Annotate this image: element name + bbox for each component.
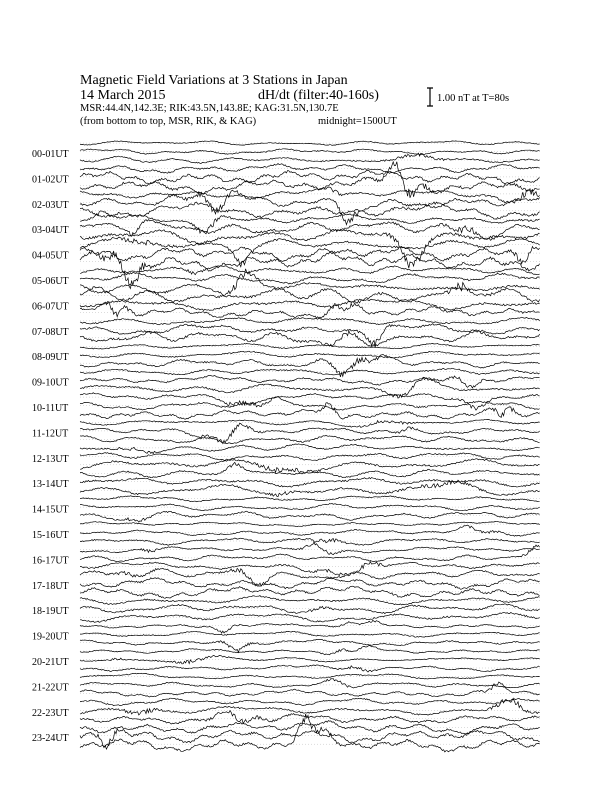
hour-label: 17-18UT [32,580,69,592]
trace-line [80,729,540,749]
trace-line [80,480,540,497]
trace-line [80,351,540,358]
hour-label: 22-23UT [32,707,69,719]
hour-block-05-06UT [32,266,540,296]
trace-line [80,444,540,454]
trace-line [80,545,540,562]
trace-line [80,420,540,428]
hour-label: 05-06UT [32,276,69,287]
hour-block-10-11UT [32,393,540,419]
scale-bar-label: 1.00 nT at T=80s [437,93,510,104]
hour-block-08-09UT [32,343,540,377]
trace-line [80,620,540,633]
hour-block-13-14UT [32,462,540,496]
trace-line [80,375,540,388]
hour-label: 08-09UT [32,352,69,364]
hour-block-22-23UT [32,698,540,724]
hour-label: 09-10UT [32,377,69,389]
trace-line [80,459,540,474]
hour-label: 19-20UT [32,631,69,643]
hour-label: 03-04UT [32,225,69,237]
midnight-note: midnight=1500UT [318,116,397,127]
trace-line [80,656,540,664]
hour-block-12-13UT [32,444,540,473]
trace-line [80,646,540,655]
trace-line [80,612,540,622]
trace-line [80,377,540,398]
trace-line [80,542,540,555]
hour-block-03-04UT [32,211,540,268]
trace-line [80,237,540,267]
hour-block-18-19UT [32,596,540,623]
hour-label: 14-15UT [32,504,69,516]
hour-block-00-01UT [32,141,540,164]
chart-title: Magnetic Field Variations at 3 Stations in Japan [80,73,348,88]
scale-bar [427,88,433,106]
hour-block-19-20UT [32,620,540,652]
order-note: (from bottom to top, MSR, RIK, & KAG) [80,116,257,127]
hour-label: 23-24UT [32,733,69,745]
hour-block-06-07UT [32,283,540,319]
trace-line [80,679,540,689]
hour-label: 18-19UT [32,606,69,618]
hour-label: 11-12UT [32,428,69,440]
trace-line [80,202,540,219]
quantity-label: dH/dt (filter:40-160s) [258,88,379,103]
hour-label: 12-13UT [32,453,69,465]
hour-label: 15-16UT [32,530,69,541]
hour-block-15-16UT [32,521,540,545]
hour-block-20-21UT [32,646,540,673]
trace-line [80,299,540,310]
date-label: 14 March 2015 [80,88,166,103]
hour-block-14-15UT [32,496,540,522]
trace-line [80,331,540,347]
trace-line [80,586,540,598]
trace-line [80,453,540,461]
trace-line [80,187,540,203]
trace-line [80,673,540,679]
stations-label: MSR:44.4N,142.3E; RIK:43.5N,143.8E; KAG:31.5N,130.7E [80,103,339,114]
trace-line [80,302,540,319]
trace-line [80,393,540,410]
hour-block-21-22UT [32,673,540,697]
hour-label: 07-08UT [32,326,69,338]
hour-block-04-05UT [32,237,540,288]
hour-block-23-24UT [32,714,540,752]
hour-label: 16-17UT [32,555,69,567]
trace-line [80,324,540,347]
hour-label: 06-07UT [32,301,69,313]
hour-label: 10-11UT [32,403,69,414]
hour-block-17-18UT [32,568,540,598]
trace-line [80,698,540,715]
trace-line [80,162,540,198]
trace-line [80,639,540,652]
trace-line [80,511,540,522]
trace-line [80,149,540,155]
hour-label: 13-14UT [32,479,69,491]
trace-line [80,190,540,225]
hour-label: 01-02UT [32,174,69,186]
hour-block-02-03UT [32,187,540,225]
hour-block-16-17UT [32,542,540,576]
trace-line [80,682,540,697]
hour-label: 04-05UT [32,250,69,262]
trace-line [80,538,540,545]
hour-block-11-12UT [32,420,540,444]
trace-line [80,141,540,146]
trace-line [80,246,540,263]
trace-line [80,230,540,269]
trace-line [80,273,540,284]
hour-label: 00-01UT [32,149,69,160]
hour-label: 02-03UT [32,199,69,211]
trace-line [80,403,540,420]
trace-line [80,355,540,377]
trace-line [80,170,540,184]
hour-label: 20-21UT [32,657,69,668]
trace-line [80,578,540,590]
trace-line [80,665,540,672]
hour-label: 21-22UT [32,682,69,694]
trace-line [80,631,540,637]
trace-line [80,525,540,536]
trace-line [80,478,540,488]
trace-line [80,698,540,706]
trace-line [80,368,540,375]
hour-block-09-10UT [32,368,540,398]
hour-block-07-08UT [32,317,540,346]
trace-line [80,153,540,163]
trace-line [80,562,540,576]
trace-line [80,283,540,304]
